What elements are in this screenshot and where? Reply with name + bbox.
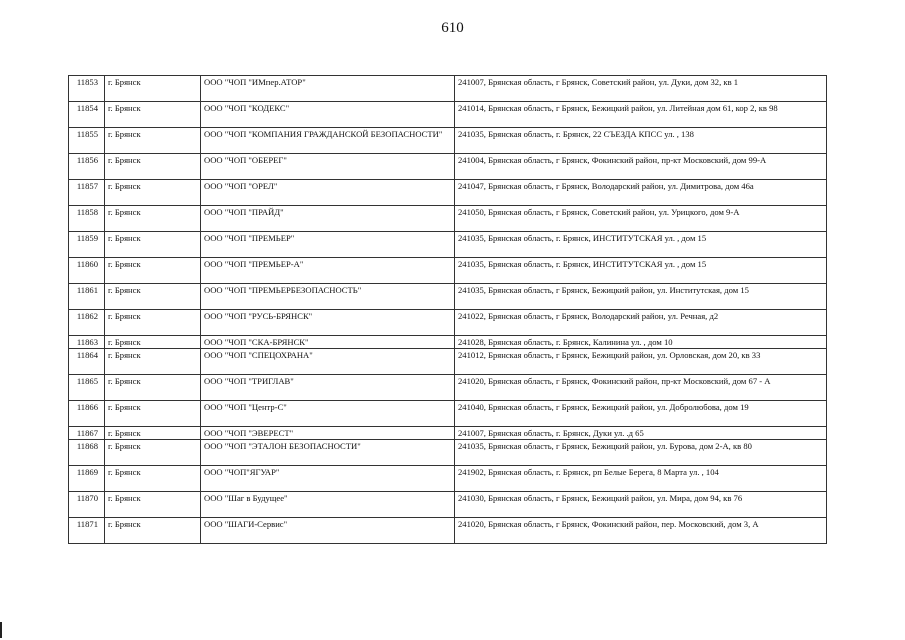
row-number: 11864 xyxy=(69,349,105,375)
row-number: 11854 xyxy=(69,102,105,128)
row-company-name: ООО "Шаг в Будущее" xyxy=(201,492,455,518)
row-city: г. Брянск xyxy=(105,258,201,284)
row-number: 11862 xyxy=(69,310,105,336)
row-company-name: ООО "ШАГИ-Сервис" xyxy=(201,518,455,544)
row-address: 241007, Брянская область, г Брянск, Советский район, ул. Дуки, дом 32, кв 1 xyxy=(455,76,827,102)
table-row xyxy=(69,466,827,492)
table-row xyxy=(69,258,827,284)
row-company-name: ООО "ЧОП "ЭВЕРЕСТ" xyxy=(201,427,455,440)
row-city: г. Брянск xyxy=(105,128,201,154)
row-city: г. Брянск xyxy=(105,375,201,401)
table-row xyxy=(69,401,827,427)
row-address: 241035, Брянская область, г. Брянск, ИНСТИТУТСКАЯ ул. , дом 15 xyxy=(455,258,827,284)
row-address: 241040, Брянская область, г Брянск, Бежицкий район, ул. Добролюбова, дом 19 xyxy=(455,401,827,427)
row-number: 11867 xyxy=(69,427,105,440)
row-company-name: ООО "ЧОП "Центр-С" xyxy=(201,401,455,427)
row-company-name: ООО "ЧОП "ПРЕМЬЕР-А" xyxy=(201,258,455,284)
table-row xyxy=(69,206,827,232)
row-number: 11860 xyxy=(69,258,105,284)
row-number: 11868 xyxy=(69,440,105,466)
row-city: г. Брянск xyxy=(105,180,201,206)
row-city: г. Брянск xyxy=(105,349,201,375)
row-company-name: ООО "ЧОП "РУСЬ-БРЯНСК" xyxy=(201,310,455,336)
row-address: 241028, Брянская область, г. Брянск, Калинина ул. , дом 10 xyxy=(455,336,827,349)
row-company-name: ООО "ЧОП "ОБЕРЕГ" xyxy=(201,154,455,180)
row-company-name: ООО "ЧОП"ЯГУАР" xyxy=(201,466,455,492)
row-address: 241902, Брянская область, г. Брянск, рп Белые Берега, 8 Марта ул. , 104 xyxy=(455,466,827,492)
row-number: 11871 xyxy=(69,518,105,544)
row-city: г. Брянск xyxy=(105,336,201,349)
registry-table xyxy=(68,75,827,544)
row-city: г. Брянск xyxy=(105,154,201,180)
table-row xyxy=(69,310,827,336)
row-address: 241014, Брянская область, г Брянск, Бежицкий район, ул. Литейная дом 61, кор 2, кв 98 xyxy=(455,102,827,128)
row-address: 241030, Брянская область, г Брянск, Бежицкий район, ул. Мира, дом 94, кв 76 xyxy=(455,492,827,518)
row-address: 241047, Брянская область, г Брянск, Володарский район, ул. Димитрова, дом 46а xyxy=(455,180,827,206)
row-address: 241022, Брянская область, г Брянск, Володарский район, ул. Речная, д2 xyxy=(455,310,827,336)
row-address: 241007, Брянская область, г. Брянск, Дуки ул. .д 65 xyxy=(455,427,827,440)
row-address: 241035, Брянская область, г Брянск, Бежицкий район, ул. Бурова, дом 2-А, кв 80 xyxy=(455,440,827,466)
table-row xyxy=(69,336,827,349)
row-number: 11870 xyxy=(69,492,105,518)
row-company-name: ООО "ЧОП "СКА-БРЯНСК" xyxy=(201,336,455,349)
row-number: 11869 xyxy=(69,466,105,492)
row-city: г. Брянск xyxy=(105,232,201,258)
row-company-name: ООО "ЧОП "ПРЕМЬЕРБЕЗОПАСНОСТЬ" xyxy=(201,284,455,310)
row-city: г. Брянск xyxy=(105,492,201,518)
registry-table-body xyxy=(69,76,827,544)
row-city: г. Брянск xyxy=(105,401,201,427)
row-number: 11858 xyxy=(69,206,105,232)
row-number: 11859 xyxy=(69,232,105,258)
scan-edge-mark xyxy=(0,622,2,638)
table-row xyxy=(69,232,827,258)
table-row xyxy=(69,440,827,466)
page-number: 610 xyxy=(441,20,464,36)
table-row xyxy=(69,128,827,154)
row-number: 11855 xyxy=(69,128,105,154)
table-row xyxy=(69,349,827,375)
row-number: 11865 xyxy=(69,375,105,401)
row-number: 11853 xyxy=(69,76,105,102)
row-city: г. Брянск xyxy=(105,76,201,102)
row-address: 241012, Брянская область, г Брянск, Бежицкий район, ул. Орловская, дом 20, кв 33 xyxy=(455,349,827,375)
row-address: 241020, Брянская область, г Брянск, Фокинский район, пр-кт Московский, дом 67 - А xyxy=(455,375,827,401)
row-company-name: ООО "ЧОП "ПРАЙД" xyxy=(201,206,455,232)
table-row xyxy=(69,102,827,128)
row-company-name: ООО "ЧОП "ОРЕЛ" xyxy=(201,180,455,206)
table-row xyxy=(69,76,827,102)
row-city: г. Брянск xyxy=(105,466,201,492)
row-city: г. Брянск xyxy=(105,310,201,336)
table-row xyxy=(69,180,827,206)
row-number: 11856 xyxy=(69,154,105,180)
row-company-name: ООО "ЧОП "ТРИГЛАВ" xyxy=(201,375,455,401)
row-city: г. Брянск xyxy=(105,518,201,544)
row-city: г. Брянск xyxy=(105,102,201,128)
row-address: 241050, Брянская область, г Брянск, Советский район, ул. Урицкого, дом 9-А xyxy=(455,206,827,232)
table-row xyxy=(69,492,827,518)
row-number: 11866 xyxy=(69,401,105,427)
row-city: г. Брянск xyxy=(105,427,201,440)
table-row xyxy=(69,375,827,401)
row-number: 11863 xyxy=(69,336,105,349)
row-company-name: ООО "ЧОП "КОДЕКС" xyxy=(201,102,455,128)
row-address: 241035, Брянская область, г. Брянск, ИНСТИТУТСКАЯ ул. , дом 15 xyxy=(455,232,827,258)
table-row xyxy=(69,154,827,180)
row-address: 241020, Брянская область, г Брянск, Фокинский район, пер. Московский, дом 3, А xyxy=(455,518,827,544)
row-city: г. Брянск xyxy=(105,284,201,310)
table-row xyxy=(69,518,827,544)
row-company-name: ООО "ЧОП "СПЕЦОХРАНА" xyxy=(201,349,455,375)
row-number: 11861 xyxy=(69,284,105,310)
table-row xyxy=(69,284,827,310)
row-address: 241035, Брянская область, г. Брянск, 22 СЪЕЗДА КПСС ул. , 138 xyxy=(455,128,827,154)
row-address: 241035, Брянская область, г Брянск, Бежицкий район, ул. Институтская, дом 15 xyxy=(455,284,827,310)
row-address: 241004, Брянская область, г Брянск, Фокинский район, пр-кт Московский, дом 99-А xyxy=(455,154,827,180)
row-number: 11857 xyxy=(69,180,105,206)
row-city: г. Брянск xyxy=(105,206,201,232)
row-city: г. Брянск xyxy=(105,440,201,466)
table-row xyxy=(69,427,827,440)
row-company-name: ООО "ЧОП "ЭТАЛОН БЕЗОПАСНОСТИ" xyxy=(201,440,455,466)
row-company-name: ООО "ЧОП "ИМпер.АТОР" xyxy=(201,76,455,102)
row-company-name: ООО "ЧОП "ПРЕМЬЕР" xyxy=(201,232,455,258)
row-company-name: ООО "ЧОП "КОМПАНИЯ ГРАЖДАНСКОЙ БЕЗОПАСНОСТИ" xyxy=(201,128,455,154)
